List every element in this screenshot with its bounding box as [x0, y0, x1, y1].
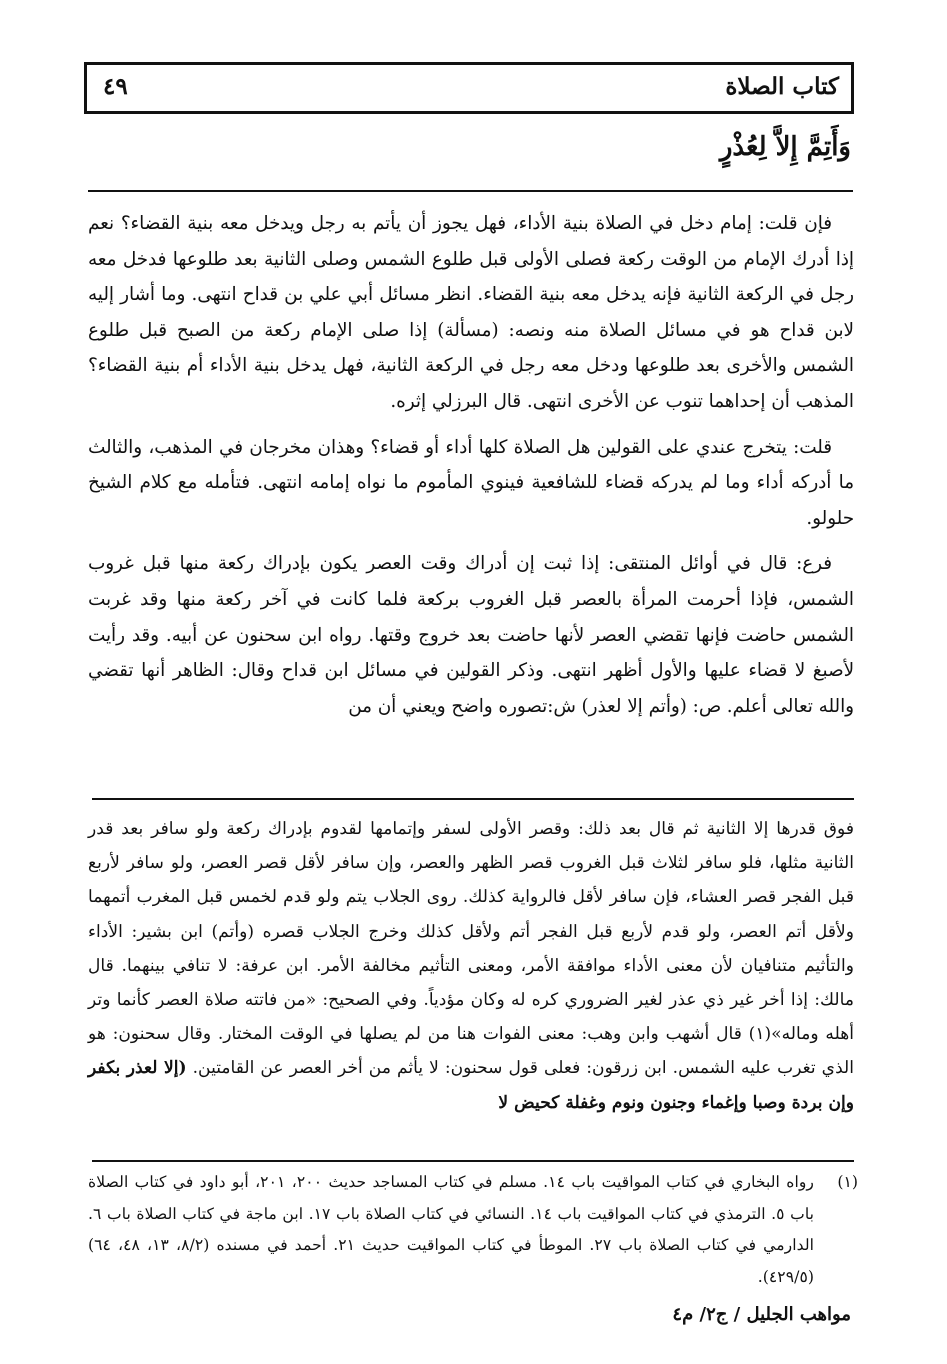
commentary-paragraph	[88, 812, 854, 1120]
header-chapter-title: كتاب الصلاة	[725, 73, 839, 100]
main-paragraph: فإن قلت: إمام دخل في الصلاة بنية الأداء، فهل يجوز أن يأتم به رجل ويدخل معه بنية القضاء؟ نعم إذا أدرك الإمام من الوقت ركعة فصلى الأولى قبل طلوع الشمس وصلى الثانية بعد طلوعها فدخل معه رجل في الركعة الثانية فإنه يدخل معه بنية القضاء. انظر مسائل أبي علي بن قداح انتهى. وما أشار إليه لابن قداح هو في مسائل الصلاة منه ونصه: (مسألة) إذا صلى الإمام ركعة من الصبح قبل طلوع الشمس والأخرى بعد طلوعها ودخل معه رجل في الركعة الثانية، فهل يدخل بنية الأداء أم بنية القضاء؟ المذهب أن إحداهما تنوب عن الأخرى انتهى. قال البرزلي إثره.	[88, 213, 854, 412]
main-commentary	[88, 206, 854, 734]
footnote	[88, 1166, 858, 1292]
commentary-text: فوق قدرها إلا الثانية ثم قال بعد ذلك: وقصر الأولى لسفر وإتمامها لقدوم بإدراك ركعة ولو سافر بعد قدر الثانية مثلها، فلو سافر لثلاث قبل الغروب قصر الظهر والعصر، وإن سافر لأقل قصر العصر، ولو سافر لأربع قبل الفجر قصر العشاء، فإن سافر لأقل فالرواية كذلك. روى الجلاب يتم ولو قدم لخمس قبل المغرب أتمهما ولأقل أتم العصر، ولو قدم لأربع قبل الفجر أتم ولأقل كذلك وخرج الجلاب قصره (وأتم) ابن بشير: الأداء والتأثيم متنافيان لأن معنى الأداء موافقة الأمر، ومعنى التأثيم مخالفة الأمر. ابن عرفة: لا تنافي بينهما. قال مالك: إذا أخر غير ذي عذر لغير الضروري كره له وكان مؤدياً. وفي الصحيح: «من فاتته صلاة العصر كأنما وتر أهله وماله»(١) قال أشهب وابن وهب: معنى الفوات هنا من لم يصلها في الوقت المختار. وقال سحنون: هو الذي تغرب عليه الشمس. ابن زرقون: فعلى قول سحنون: لا يأثم من أخر العصر عن القامتين.	[88, 819, 854, 1079]
divider-rule	[88, 190, 853, 192]
footnote-divider	[92, 1160, 854, 1162]
footnote-number: (١)	[837, 1172, 858, 1191]
running-header	[84, 62, 854, 114]
printer-signature: مواهب الجليل / ج٢/ م٤	[672, 1304, 851, 1325]
main-paragraph: فرع: قال في أوائل المنتقى: إذا ثبت إن أدراك وقت العصر يكون بإدراك ركعة منها قبل غروب الشمس، فإذا أحرمت المرأة بالعصر قبل الغروب بركعة فلما كانت في آخر ركعة منها وقد غربت الشمس حاضت فإنها تقضي العصر لأنها حاضت بعد خروج وقتها. رواه ابن سحنون عن أبيه. وقد رأيت لأصبغ لا قضاء عليها والأول أظهر انتهى. وذكر القولين في مسائل ابن قداح وقال: الظاهر أنها تقضي والله تعالى أعلم. ص: (وأتم إلا لعذر) ش:تصوره واضح ويعني أن من	[88, 553, 854, 717]
header-page-number: ٤٩	[103, 73, 128, 100]
secondary-commentary	[88, 812, 854, 1120]
matn-verse: وَأَتِمَّ إِلاَّ لِعُذْرٍ	[719, 132, 851, 162]
divider-rule	[92, 798, 854, 800]
main-paragraph: قلت: يتخرج عندي على القولين هل الصلاة كلها أداء أو قضاء؟ وهذان مخرجان في المذهب، والثالث ما أدركه أداء وما لم يدركه قضاء للشافعية فينوي المأموم ما نواه إمامه انتهى. فتأمله مع كلام الشيخ حلولو.	[88, 436, 854, 529]
commentary-bold-matn: (إلا لعذر بكفر وإن بردة وصبا وإغماء وجنون ونوم وغفلة كحيض لا	[88, 1058, 854, 1113]
footnote-text: رواه البخاري في كتاب المواقيت باب ١٤. مسلم في كتاب المساجد حديث ٢٠٠، ٢٠١، أبو داود في كتاب الصلاة باب ٥. الترمذي في كتاب المواقيت باب ١٤. النسائي في كتاب الصلاة باب ١٧. ابن ماجة في كتاب الصلاة باب ٦. الدارمي في كتاب الصلاة باب ٢٧. الموطأ في كتاب المواقيت حديث ٢١. أحمد في مسنده (٨/٢، ١٣، ٤٨، ٦٤) (٤٢٩/٥).	[88, 1172, 814, 1286]
